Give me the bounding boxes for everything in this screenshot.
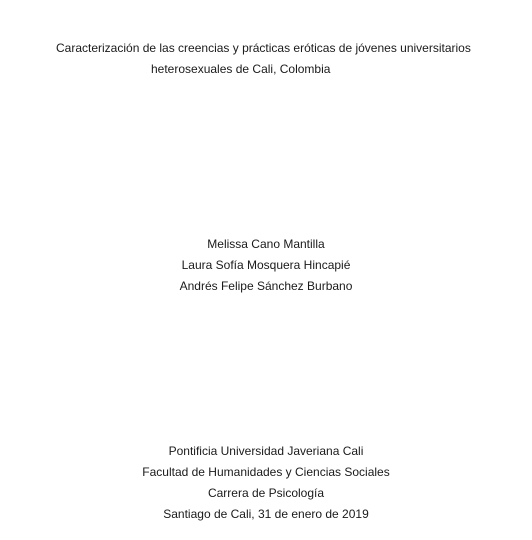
faculty-name: Facultad de Humanidades y Ciencias Sociales xyxy=(142,465,390,479)
program-name: Carrera de Psicología xyxy=(207,486,325,500)
place-and-date: Santiago de Cali, 31 de enero de 2019 xyxy=(163,507,369,521)
author-name: Andrés Felipe Sánchez Burbano xyxy=(179,279,353,293)
author-name: Laura Sofía Mosquera Hincapié xyxy=(181,258,351,272)
university-name: Pontificia Universidad Javeriana Cali xyxy=(168,444,364,458)
document-title-line-2: heterosexuales de Cali, Colombia xyxy=(151,62,331,76)
document-title-line-1: Caracterización de las creencias y prácticas eróticas de jóvenes universitarios xyxy=(56,41,471,55)
author-name: Melissa Cano Mantilla xyxy=(207,237,325,251)
